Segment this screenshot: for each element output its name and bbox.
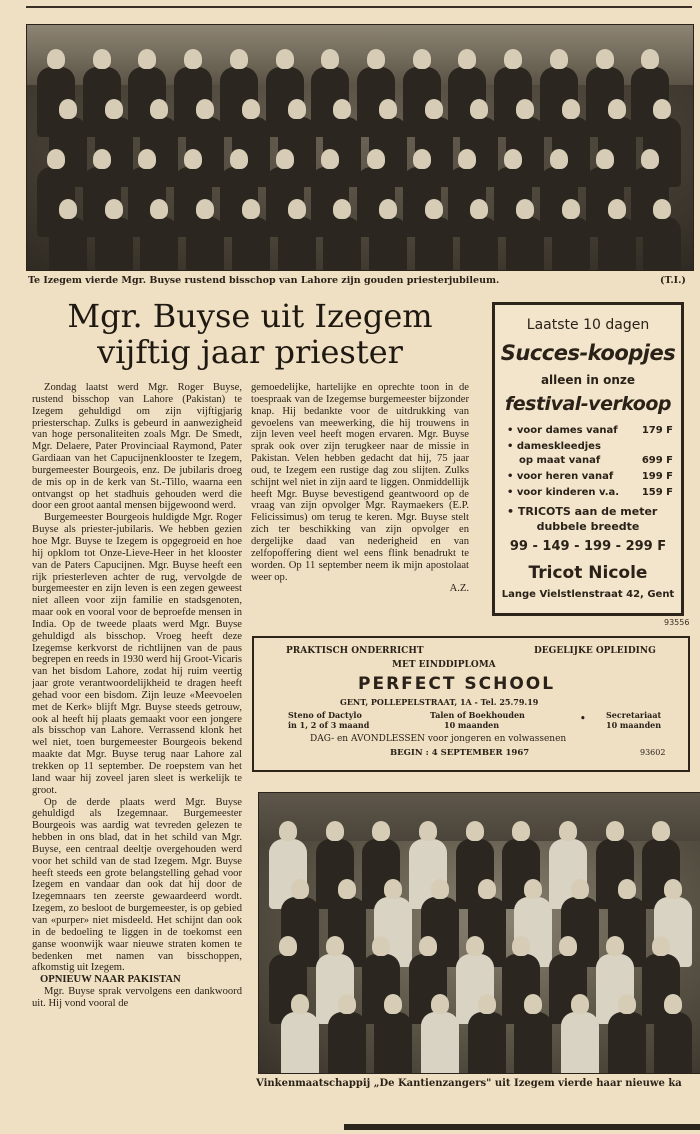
photo-figure	[379, 99, 397, 119]
headline-line-1: Mgr. Buyse uit Izegem	[67, 297, 433, 335]
bullet-icon: •	[580, 714, 586, 724]
photo-figure	[458, 149, 476, 169]
photo-figure	[419, 936, 437, 956]
photo-figure	[288, 99, 306, 119]
photo-figure	[571, 879, 589, 899]
ad-item-price: 179 F	[641, 425, 673, 436]
photo-figure	[138, 149, 156, 169]
photo-figure	[478, 879, 496, 899]
photo-figure	[279, 821, 297, 841]
photo-figure	[468, 1012, 506, 1075]
photo-figure	[333, 99, 351, 119]
photo-figure	[242, 99, 260, 119]
photo-figure	[561, 1012, 599, 1075]
photo-figure	[338, 994, 356, 1014]
bullet-icon: •	[507, 471, 514, 482]
photo-figure	[372, 936, 390, 956]
photo-figure	[326, 821, 344, 841]
school-course-3a: Secretariaat	[606, 710, 662, 720]
ad-item	[507, 471, 673, 482]
photo-figure	[653, 199, 671, 219]
photo-figure	[374, 1012, 412, 1075]
photo-figure	[140, 217, 178, 271]
photo-figure	[598, 217, 636, 271]
photo-figure	[49, 217, 87, 271]
article-paragraph: Burgemeester Bourgeois huldigde Mgr. Roger Buyse als priester-jubilaris. We hebben gezien hoe Mgr. Buyse te Izegem is opgegroeid en hoe hij opklom tot Onze-Lieve-Heer in het klooster van de Paters Capucijnen. Mgr. Buyse heeft een rijk priesterleven achter de rug, vervolgde de burgemeester en zijn leven is een zegen geweest niet alleen voor zijn familie en stadsgenoten, maar ook en vooral voor de beproefde mensen in India. Op de tweede plaats werd Mgr. Buyse gehuldigd als bisschop. Vroeg heeft deze Izegemse kerkvorst de richtlijnen van de paus begrepen en reeds in 1930 werd hij Groot-Vicaris van het bisdom Lahore, zodat hij ruim veertig jaar grote verantwoordelijkheid te dragen heeft gehad voor een bisdom. Zijn leuze «Meevoelen met de Kerk» blijft Mgr. Buyse steeds getrouw, ook al heeft hij plaats gemaakt voor een jongere als bisschop van Lahore. Verrassend klonk het wel niet, toen burgemeester Bourgeois bekend maakte dat Mgr. Buyse terug naar Lahore zal trekken op 11 september. De roepstem van het land waar hij zoveel jaren sleet is werkelijk te groot.	[32, 512, 242, 796]
photo-figure	[652, 821, 670, 841]
ad-item-label: voor kinderen v.a.	[516, 487, 620, 498]
ad-tricot-ref: 93556	[664, 618, 690, 627]
photo-figure	[291, 994, 309, 1014]
photo-figure	[47, 149, 65, 169]
school-ref: 93602	[640, 748, 666, 757]
photo-figure	[643, 217, 681, 271]
photo-figure	[641, 49, 659, 69]
article-paragraph: Op de derde plaats werd Mgr. Buyse gehuldigd als Izegemnaar. Burgemeester Bourgeois was aardig wat tevreden gelezen te hebben in ons blad, dat in het schild van Mgr. Buyse, een centraal deeltje overgehouden werd voor het schild van de stad Izegem. Mgr. Buyse heeft steeds een grote belangstelling gehad voor Izegem en vandaar dan ook dat hij door de Izegemnaars ten zeerste gewaardeerd wordt. Izegem, zo besloot de burgemeester, is op gebied van «purper» niet misdeeld. Het schijnt dan ook in de bedoeling te liggen in de toekomst een ganse woonwijk waar nieuwe straten komen te bedenken met namen van bisschoppen, afkomstig uit Izegem.	[32, 796, 242, 974]
photo-figure	[419, 821, 437, 841]
group-photo-singers	[258, 792, 700, 1074]
ad-item	[507, 425, 673, 436]
article-paragraph: Mgr. Buyse sprak vervolgens een dankwoord uit. Hij vond vooral de	[32, 986, 242, 1009]
ad-item-price: 159 F	[641, 487, 673, 498]
photo-figure	[608, 1012, 646, 1075]
photo-figure	[323, 217, 361, 271]
article-column-1	[32, 382, 242, 1104]
bottom-photo-caption: Vinkenmaatschappij „De Kantienzangers" uit Izegem vierde haar nieuwe ka	[256, 1078, 682, 1089]
article-paragraph: gemoedelijke, hartelijke en oprechte toon in de toespraak van de Izegemse burgemeester bijzonder knap. Hij bedankte voor de uitdrukking van gevoelens van meewerking, die hij trouwens in zijn leven veel heeft mogen ervaren. Mgr. Buyse sprak ook over zijn terugkeer naar de missie in Pakistan. Velen hebben gedacht dat hij, 75 jaar oud, te Izegem een rustige dag zou slijten. Zulks schijnt wel niet in zijn aard te liggen. Onmiddellijk heeft Mgr. Buyse bevestigend geantwoord op de vraag van zijn opvolger Mgr. Raymaekers (E.P. Felicissimus) om terug te keren. Mgr. Buyse stelt zich ter beschikking van zijn opvolger en dergelijke daad van nederigheid en van zelfopoffering dient wel eens flink benadrukt te worden. Op 11 september neem ik mijn apostolaat weer op.	[251, 382, 469, 583]
photo-figure	[47, 49, 65, 69]
photo-figure	[369, 217, 407, 271]
ad-item	[507, 455, 673, 466]
headline-line-2: vijftig jaar priester	[97, 333, 403, 371]
photo-figure	[379, 199, 397, 219]
photo-figure	[512, 936, 530, 956]
photo-figure	[618, 994, 636, 1014]
photo-figure	[470, 199, 488, 219]
photo-figure	[367, 49, 385, 69]
photo-figure	[384, 879, 402, 899]
article-column-2	[251, 382, 469, 595]
photo-figure	[550, 49, 568, 69]
photo-figure	[138, 49, 156, 69]
photo-figure	[230, 49, 248, 69]
school-with-diploma: MET EINDDIPLOMA	[392, 660, 496, 670]
photo-figure	[326, 936, 344, 956]
photo-figure	[524, 994, 542, 1014]
school-course-1b: in 1, 2 of 3 maand	[288, 720, 370, 730]
ad-tricot-line-2: Succes-koopjes	[500, 341, 676, 365]
photo-figure	[184, 49, 202, 69]
photo-figure	[196, 199, 214, 219]
school-left-top: PRAKTISCH ONDERRICHT	[286, 646, 424, 656]
ad-tricots-line-2: dubbele breedte	[536, 520, 640, 533]
photo-figure	[276, 49, 294, 69]
photo-figure	[321, 149, 339, 169]
ad-tricot-prices: 99 - 149 - 199 - 299 F	[509, 539, 667, 554]
photo-figure	[93, 149, 111, 169]
article-paragraph: Zondag laatst werd Mgr. Roger Buyse, rustend bisschop van Lahore (Pakistan) te Izegem gehuldigd om zijn vijftigjarig priesterschap. Zulks is gebeurd in aanwezigheid van hoge personaliteiten zoals Mgr. De Smedt, Mgr. Delaere, Pater Provinciaal Raymond, Pater Gardiaan van het Capucijnenklooster te Izegem, burgemeester Bourgeois, enz. De jubilaris droeg de mis op in de kerk van St.-Tillo, waarna een ontvangst op het stadhuis gehouden werd die door een groot aantal mensen bijgewoond werd.	[32, 382, 242, 512]
photo-figure	[105, 99, 123, 119]
school-right-top: DEGELIJKE OPLEIDING	[534, 646, 656, 656]
photo-figure	[413, 49, 431, 69]
photo-figure	[372, 821, 390, 841]
school-course-3b: 10 maanden	[606, 720, 662, 730]
photo-figure	[608, 99, 626, 119]
photo-figure	[105, 199, 123, 219]
ad-tricot-shop-name: Tricot Nicole	[528, 563, 648, 583]
photo-figure	[466, 821, 484, 841]
photo-figure	[664, 879, 682, 899]
bottom-rule	[344, 1124, 700, 1130]
bullet-icon: •	[507, 487, 514, 498]
photo-figure	[338, 879, 356, 899]
photo-figure	[242, 199, 260, 219]
photo-figure	[425, 199, 443, 219]
photo-figure	[367, 149, 385, 169]
photo-figure	[230, 149, 248, 169]
photo-figure	[516, 99, 534, 119]
photo-figure	[150, 99, 168, 119]
ad-item	[507, 487, 673, 498]
ad-tricot-address: Lange Vielstlenstraat 42, Gent	[501, 589, 675, 600]
ad-tricot-line-4: festival-verkoop	[505, 393, 671, 415]
photo-figure	[413, 149, 431, 169]
school-begin: BEGIN : 4 SEPTEMBER 1967	[390, 748, 530, 758]
photo-figure	[550, 149, 568, 169]
photo-figure	[150, 199, 168, 219]
photo-figure	[516, 199, 534, 219]
ad-item-label: voor dames vanaf	[516, 425, 618, 436]
top-rule	[26, 6, 692, 8]
bullet-icon: •	[507, 505, 515, 518]
ad-item-label: op maat vanaf	[519, 455, 601, 466]
school-course-2b: 10 maanden	[444, 720, 500, 730]
photo-figure	[328, 1012, 366, 1075]
top-photo-credit: (T.I.)	[660, 275, 686, 286]
photo-figure	[654, 1012, 692, 1075]
photo-figure	[321, 49, 339, 69]
ad-item-label: voor heren vanaf	[516, 471, 614, 482]
photo-figure	[333, 199, 351, 219]
ad-tricots-line	[507, 505, 673, 518]
photo-figure	[431, 879, 449, 899]
bullet-icon: •	[507, 425, 514, 436]
photo-figure	[196, 99, 214, 119]
photo-figure	[596, 49, 614, 69]
photo-figure	[470, 99, 488, 119]
photo-figure	[504, 149, 522, 169]
ad-perfect-school	[252, 636, 690, 772]
ad-item	[507, 441, 673, 452]
ad-tricot-line-3: alleen in onze	[540, 373, 636, 387]
photo-figure	[276, 149, 294, 169]
photo-figure	[93, 49, 111, 69]
photo-figure	[664, 994, 682, 1014]
photo-figure	[59, 99, 77, 119]
photo-figure	[618, 879, 636, 899]
photo-figure	[232, 217, 270, 271]
ad-tricot-nicole	[492, 302, 684, 616]
ad-item-price: 199 F	[641, 471, 673, 482]
photo-figure	[291, 879, 309, 899]
photo-figure	[562, 99, 580, 119]
photo-figure	[384, 994, 402, 1014]
photo-figure	[281, 1012, 319, 1075]
photo-figure	[478, 994, 496, 1014]
school-name: PERFECT SCHOOL	[358, 674, 556, 694]
photo-figure	[641, 149, 659, 169]
photo-figure	[514, 1012, 552, 1075]
photo-figure	[95, 217, 133, 271]
photo-figure	[278, 217, 316, 271]
article-signature: A.Z.	[449, 583, 469, 595]
school-course-2a: Talen of Boekhouden	[430, 710, 525, 720]
photo-figure	[431, 994, 449, 1014]
photo-figure	[653, 99, 671, 119]
photo-figure	[59, 199, 77, 219]
photo-figure	[562, 199, 580, 219]
article-subheading: OPNIEUW NAAR PAKISTAN	[40, 974, 181, 986]
photo-figure	[504, 49, 522, 69]
school-course-1a: Steno of Dactylo	[288, 710, 362, 720]
photo-figure	[552, 217, 590, 271]
top-photo-caption: Te Izegem vierde Mgr. Buyse rustend bisschop van Lahore zijn gouden priesterjubileum.	[28, 275, 500, 286]
photo-figure	[606, 936, 624, 956]
ad-item-price: 699 F	[641, 455, 673, 466]
photo-figure	[288, 199, 306, 219]
photo-figure	[559, 821, 577, 841]
photo-figure	[421, 1012, 459, 1075]
bullet-icon: •	[507, 441, 514, 452]
photo-figure	[506, 217, 544, 271]
photo-figure	[652, 936, 670, 956]
article-headline	[30, 298, 470, 370]
photo-figure	[415, 217, 453, 271]
photo-figure	[458, 49, 476, 69]
photo-figure	[524, 879, 542, 899]
photo-figure	[559, 936, 577, 956]
photo-figure	[460, 217, 498, 271]
ad-tricots-text: TRICOTS aan de meter	[517, 505, 658, 518]
photo-figure	[606, 821, 624, 841]
photo-figure	[512, 821, 530, 841]
school-courses: DAG- en AVONDLESSEN voor jongeren en volwassenen	[310, 734, 567, 744]
photo-figure	[279, 936, 297, 956]
group-photo-clergy	[26, 24, 694, 271]
ad-item-label: dameskleedjes	[516, 441, 601, 452]
photo-figure	[425, 99, 443, 119]
photo-figure	[571, 994, 589, 1014]
photo-figure	[186, 217, 224, 271]
photo-figure	[466, 936, 484, 956]
school-address: GENT, POLLEPELSTRAAT, 1A - Tel. 25.79.19	[340, 697, 539, 707]
photo-figure	[184, 149, 202, 169]
photo-figure	[608, 199, 626, 219]
photo-figure	[596, 149, 614, 169]
ad-tricot-line-1: Laatste 10 dagen	[526, 317, 650, 333]
